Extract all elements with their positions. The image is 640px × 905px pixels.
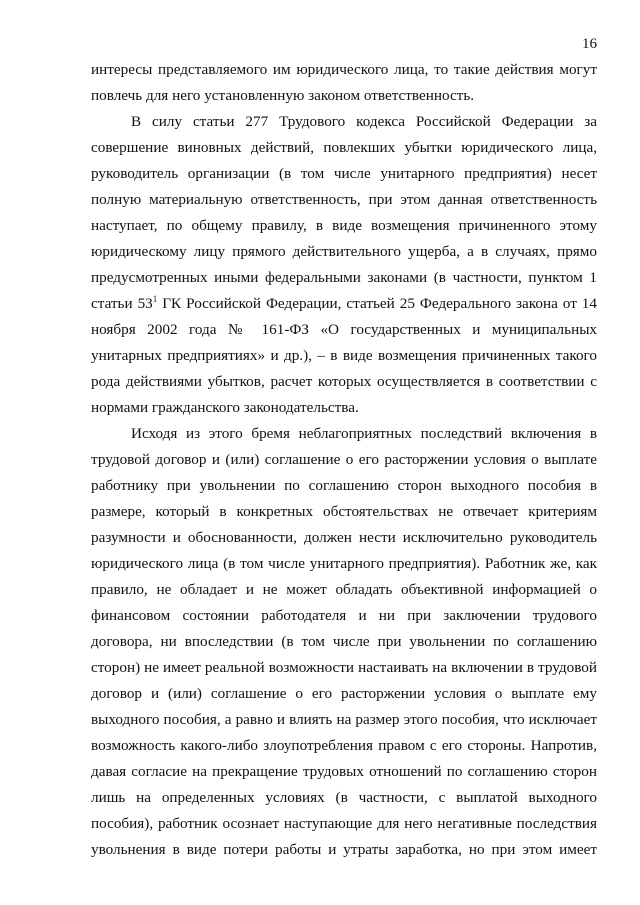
- text-line: сторон) не имеет реальной возможности настаивать на включении в трудовой: [91, 659, 597, 676]
- text-line: рода действиями убытков, расчет которых осуществляется в соответствии с: [91, 373, 597, 390]
- text-line: нормами гражданского законодательства.: [91, 399, 359, 416]
- text-line: давая согласие на прекращение трудовых отношений по соглашению сторон: [91, 763, 597, 780]
- text-segment: ГК Российской Федерации, статьей 25 Федерального закона от 14: [157, 295, 597, 312]
- text-line: [91, 294, 597, 314]
- text-line: совершение виновных действий, повлекших убытки юридического лица,: [91, 139, 597, 156]
- text-line: пособия), работник осознает наступающие для него негативные последствия: [91, 815, 597, 832]
- text-line: унитарных предприятиях» и др.), – в виде возмещения причиненных такого: [91, 347, 597, 364]
- text-line: юридическому лицу прямого действительного ущерба, а в случаях, прямо: [91, 243, 597, 260]
- text-line: работнику при увольнении по соглашению сторон выходного пособия в: [91, 477, 597, 494]
- text-line: увольнения в виде потери работы и утраты заработка, но при этом имеет: [91, 841, 597, 858]
- text-line: Исходя из этого бремя неблагоприятных последствий включения в: [131, 425, 597, 442]
- text-line: разумности и обоснованности, должен нести исключительно руководитель: [91, 529, 597, 546]
- text-line: договора, ни впоследствии (в том числе при увольнении по соглашению: [91, 633, 597, 650]
- text-line: правило, не обладает и не может обладать объективной информацией о: [91, 581, 597, 598]
- text-line: выходного пособия, а равно и влиять на размер этого пособия, что исключает: [91, 711, 597, 728]
- text-line: юридического лица (в том числе унитарного предприятия). Работник же, как: [91, 555, 597, 572]
- text-line: повлечь для него установленную законом ответственность.: [91, 87, 475, 104]
- text-line: возможность какого-либо злоупотребления правом с его стороны. Напротив,: [91, 737, 597, 754]
- text-line: полную материальную ответственность, при этом данная ответственность: [91, 191, 597, 208]
- page-number: 16: [582, 36, 597, 52]
- text-line: финансовом состоянии работодателя и ни при заключении трудового: [91, 607, 597, 624]
- text-line: трудовой договор и (или) соглашение о его расторжении условия о выплате: [91, 451, 597, 468]
- text-line: размере, который в конкретных обстоятельствах не отвечает критериям: [91, 503, 597, 520]
- text-line: В силу статьи 277 Трудового кодекса Российской Федерации за: [131, 113, 597, 130]
- text-line: ноября 2002 года № 161-ФЗ «О государственных и муниципальных: [91, 321, 597, 338]
- text-line: предусмотренных иными федеральными законами (в частности, пунктом 1: [91, 269, 597, 286]
- text-line: договор и (или) соглашение о его расторжении условия о выплате ему: [91, 685, 597, 702]
- text-line: руководитель организации (в том числе унитарного предприятия) несет: [91, 165, 597, 182]
- footnote-superscript: 1: [152, 294, 158, 304]
- text-line: лишь на определенных условиях (в частности, с выплатой выходного: [91, 789, 597, 806]
- text-segment: статьи 53: [91, 295, 153, 312]
- text-line: интересы представляемого им юридического лица, то такие действия могут: [91, 61, 597, 78]
- text-line: наступает, по общему правилу, в виде возмещения причиненного этому: [91, 217, 597, 234]
